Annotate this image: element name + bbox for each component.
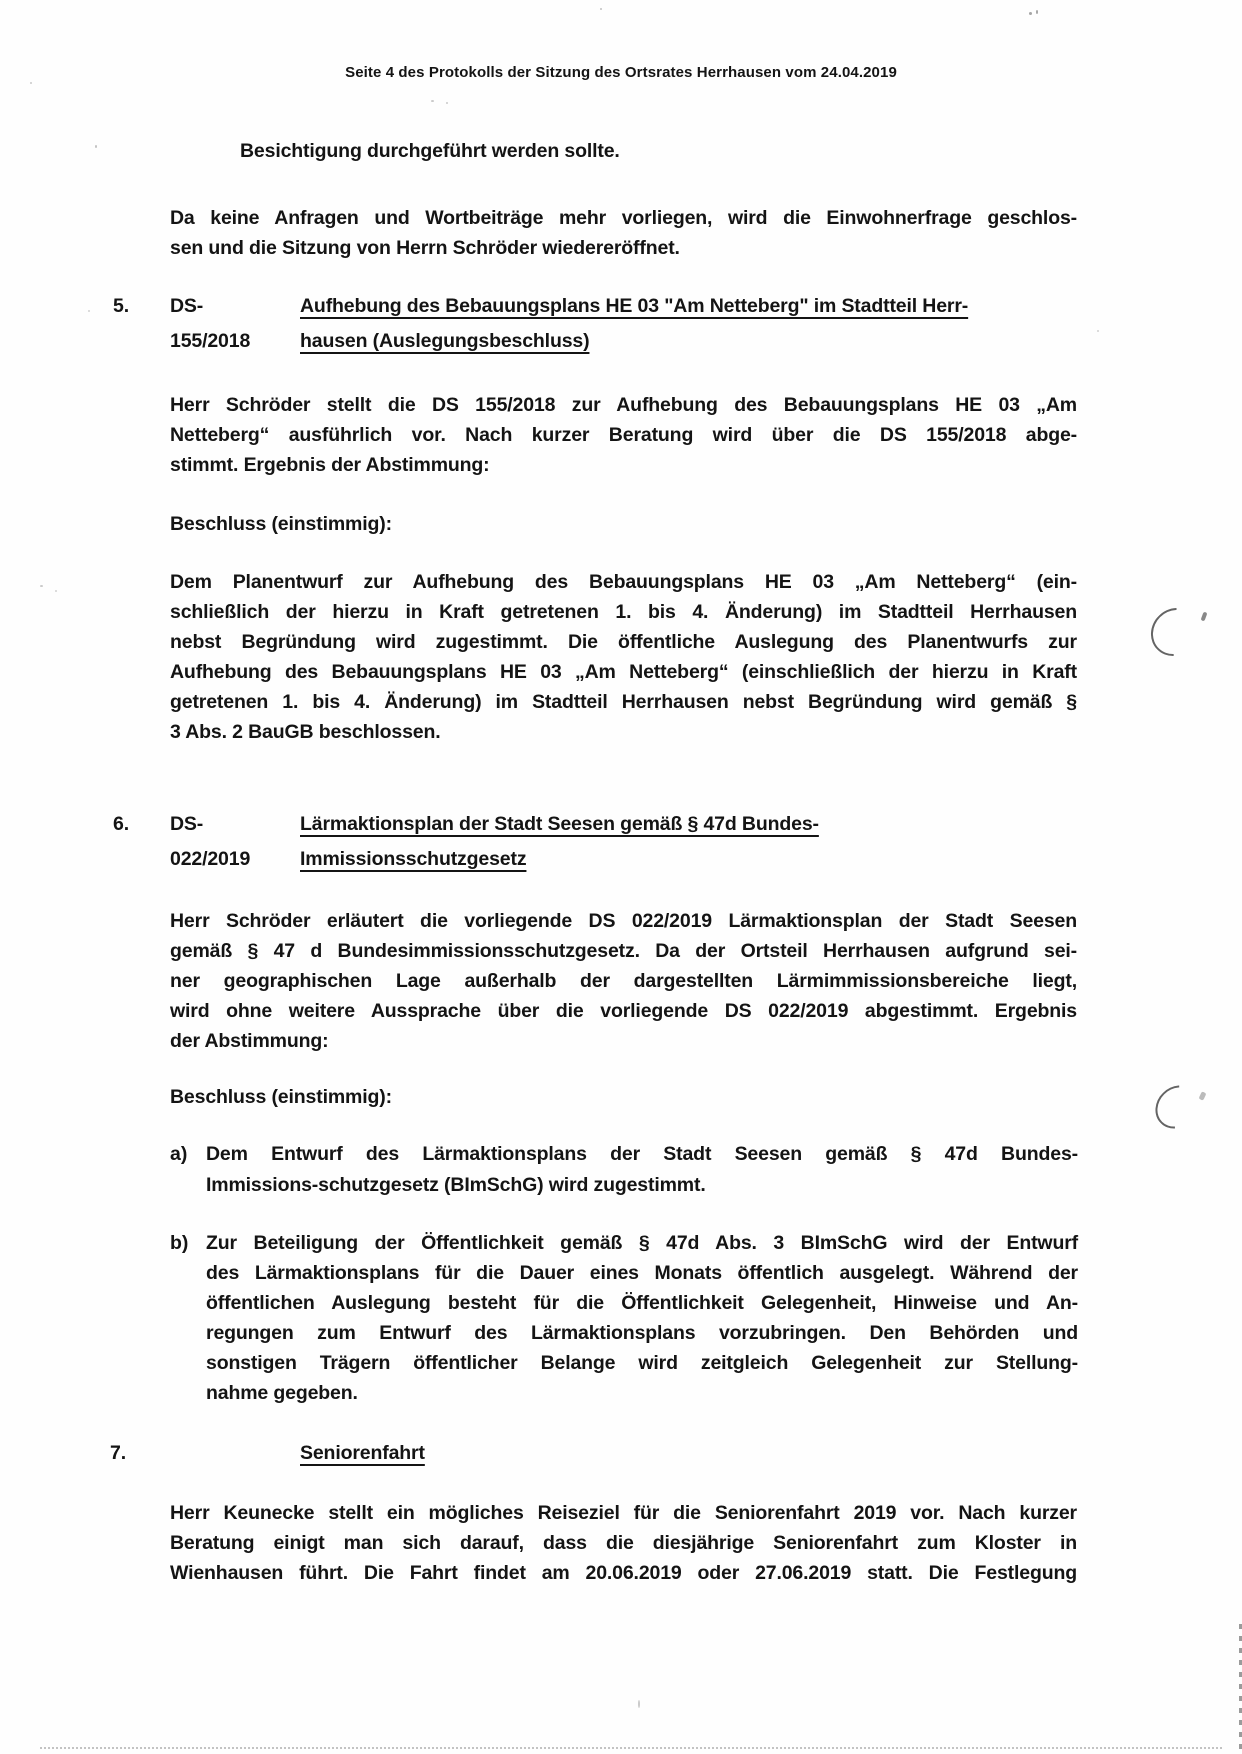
scan-speckle xyxy=(1097,330,1099,332)
text-line: Herr Schröder stellt die DS 155/2018 zur Aufhebung des Bebauungsplans HE 03 „Am xyxy=(170,394,1077,416)
scan-speckle xyxy=(446,102,448,104)
text-line: Aufhebung des Bebauungsplans HE 03 „Am Netteberg“ (einschließlich der hierzu in Kraft xyxy=(170,661,1077,683)
text-line: DS- xyxy=(170,813,204,835)
text-line: Zur Beteiligung der Öffentlichkeit gemäß § 47d Abs. 3 BImSchG wird der Entwurf xyxy=(206,1232,1078,1254)
item-6-ds-number xyxy=(170,807,290,877)
scan-speckle xyxy=(1036,10,1038,14)
text-line: Wienhausen führt. Die Fahrt findet am 20.06.2019 oder 27.06.2019 statt. Die Festlegung xyxy=(170,1562,1077,1584)
scan-speckle xyxy=(95,145,97,148)
scan-speckle xyxy=(40,585,43,587)
scan-speckle xyxy=(55,590,57,592)
text-line: der Abstimmung: xyxy=(170,1030,329,1052)
item-7-paragraph xyxy=(170,1498,1077,1588)
text-line: Aufhebung des Bebauungsplans HE 03 "Am Netteberg" im Stadtteil Herr- xyxy=(300,295,969,317)
scan-artifact-hole-punch-arc xyxy=(1141,598,1209,666)
scan-artifact-tick xyxy=(1199,1091,1207,1100)
scan-speckle xyxy=(88,310,90,312)
item-6-point-a-paragraph xyxy=(206,1139,1078,1201)
scan-speckle xyxy=(30,82,32,84)
item-5-ds-number xyxy=(170,289,290,359)
page-header: Seite 4 des Protokolls der Sitzung des Ortsrates Herrhausen vom 24.04.2019 xyxy=(345,64,897,81)
text-line: öffentlichen Auslegung besteht für die Öffentlichkeit Gelegenheit, Hinweise und An- xyxy=(206,1292,1078,1314)
item-5-resolution-label: Beschluss (einstimmig): xyxy=(170,513,392,535)
text-line: getretenen 1. bis 4. Änderung) im Stadtteil Herrhausen nebst Begründung wird gemäß § xyxy=(170,691,1077,713)
item-7-number: 7. xyxy=(110,1442,126,1464)
scan-speckle xyxy=(431,100,434,102)
item-6-point-a-marker: a) xyxy=(170,1143,188,1165)
text-line: hausen (Auslegungsbeschluss) xyxy=(300,330,590,352)
item-6-point-b-marker: b) xyxy=(170,1232,189,1254)
text-line: Dem Entwurf des Lärmaktionsplans der Stadt Seesen gemäß § 47d Bundes- xyxy=(206,1143,1078,1165)
scan-artifact-hole-punch-arc xyxy=(1147,1077,1208,1138)
text-line: ner geographischen Lage außerhalb der dargestellten Lärmimmissionsbereiche liegt, xyxy=(170,970,1077,992)
scan-speckle xyxy=(1029,12,1032,15)
item-6-intro-paragraph xyxy=(170,906,1077,1056)
text-line: des Lärmaktionsplans für die Dauer eines Monats öffentlich ausgelegt. Während der xyxy=(206,1262,1078,1284)
text-line: nebst Begründung wird zugestimmt. Die öffentliche Auslegung des Planentwurfs zur xyxy=(170,631,1077,653)
intro-paragraph xyxy=(170,203,1077,263)
item-6-resolution-label: Beschluss (einstimmig): xyxy=(170,1086,392,1108)
text-line: Netteberg“ ausführlich vor. Nach kurzer Beratung wird über die DS 155/2018 abge- xyxy=(170,424,1077,446)
text-line: 155/2018 xyxy=(170,330,251,352)
text-line: Immissions-schutzgesetz (BImSchG) wird zugestimmt. xyxy=(206,1174,706,1196)
text-line: sen und die Sitzung von Herrn Schröder wiedereröffnet. xyxy=(170,237,680,259)
text-line: nahme gegeben. xyxy=(206,1382,358,1404)
text-line: sonstigen Trägern öffentlicher Belange wird zeitgleich Gelegenheit zur Stellung- xyxy=(206,1352,1078,1374)
scan-artifact-tick xyxy=(1201,612,1208,622)
text-line: 022/2019 xyxy=(170,848,251,870)
text-line: Da keine Anfragen und Wortbeiträge mehr vorliegen, wird die Einwohnerfrage geschlos- xyxy=(170,207,1077,229)
item-5-number: 5. xyxy=(113,295,129,317)
item-6-point-b-paragraph xyxy=(206,1228,1078,1408)
item-5-resolution-paragraph xyxy=(170,567,1077,747)
text-line: stimmt. Ergebnis der Abstimmung: xyxy=(170,454,490,476)
text-line: DS- xyxy=(170,295,204,317)
text-line: Seniorenfahrt xyxy=(300,1442,425,1464)
item-6-title xyxy=(300,807,1078,877)
text-line: schließlich der hierzu in Kraft getretenen 1. bis 4. Änderung) im Stadtteil Herrhausen xyxy=(170,601,1077,623)
text-line: Dem Planentwurf zur Aufhebung des Bebauungsplans HE 03 „Am Netteberg“ (ein- xyxy=(170,571,1077,593)
text-line: wird ohne weitere Aussprache über die vorliegende DS 022/2019 abgestimmt. Ergebnis xyxy=(170,1000,1077,1022)
text-line: Immissionsschutzgesetz xyxy=(300,848,527,870)
item-7-title xyxy=(300,1436,1078,1471)
scan-bottom-noise xyxy=(40,1747,1222,1749)
text-line: gemäß § 47 d Bundesimmissionsschutzgesetz. Da der Ortsteil Herrhausen aufgrund sei- xyxy=(170,940,1077,962)
text-line: regungen zum Entwurf des Lärmaktionsplans vorzubringen. Den Behörden und xyxy=(206,1322,1078,1344)
text-line: Beratung einigt man sich darauf, dass die diesjährige Seniorenfahrt zum Kloster in xyxy=(170,1532,1077,1554)
text-line: 3 Abs. 2 BauGB beschlossen. xyxy=(170,721,441,743)
item-5-title xyxy=(300,289,1078,359)
scan-speckle xyxy=(600,8,602,10)
text-line: Lärmaktionsplan der Stadt Seesen gemäß § 47d Bundes- xyxy=(300,813,819,835)
text-line: Herr Schröder erläutert die vorliegende DS 022/2019 Lärmaktionsplan der Stadt Seesen xyxy=(170,910,1077,932)
scan-speckle xyxy=(638,1700,640,1708)
item-6-number: 6. xyxy=(113,813,129,835)
intro-opening-line: Besichtigung durchgeführt werden sollte. xyxy=(240,140,620,162)
text-line: Herr Keunecke stellt ein mögliches Reiseziel für die Seniorenfahrt 2019 vor. Nach kurzer xyxy=(170,1502,1077,1524)
item-5-intro-paragraph xyxy=(170,390,1077,480)
